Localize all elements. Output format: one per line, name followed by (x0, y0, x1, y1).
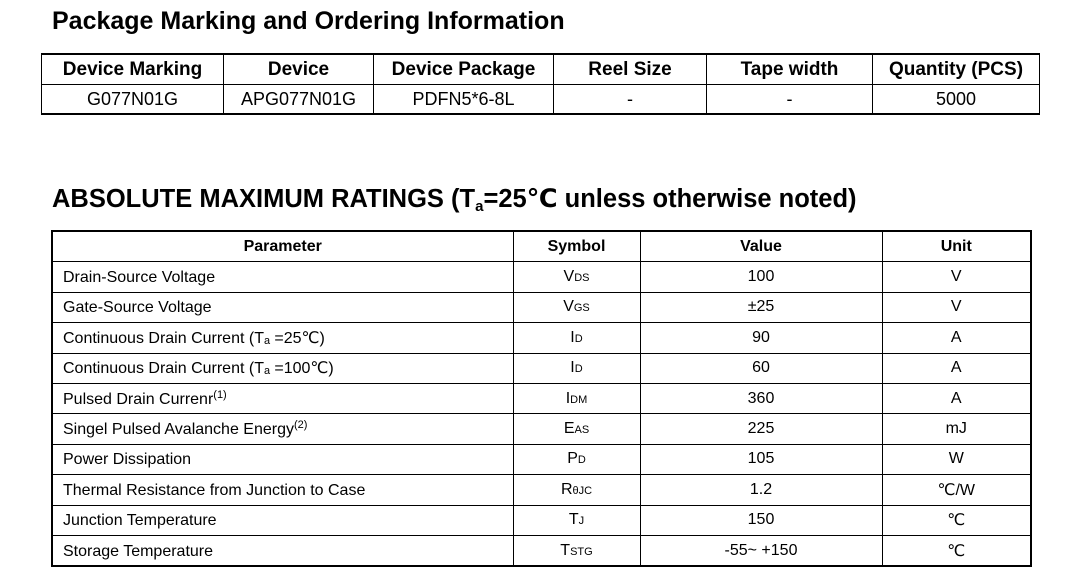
symbol-main: R (560, 480, 573, 498)
table-row (52, 383, 1031, 413)
value-cell: 150 (640, 505, 882, 535)
parameter-label: Storage Temperature (63, 542, 214, 560)
cell-device-package: PDFN5*6-8L (374, 85, 554, 115)
symbol-cell (513, 353, 640, 383)
symbol-subscript: J (578, 515, 585, 528)
ratings-title-sub: a (475, 198, 484, 215)
value-cell: 1.2 (640, 475, 882, 505)
unit-cell: A (882, 383, 1031, 413)
ordering-title: Package Marking and Ordering Information (52, 7, 565, 35)
parameter-cell (52, 475, 513, 505)
table-row (52, 444, 1031, 474)
parameter-cell (52, 505, 513, 535)
symbol-cell (513, 414, 640, 444)
symbol-main: I (565, 389, 571, 407)
header-reel-size: Reel Size (554, 54, 707, 85)
ordering-header-row (42, 54, 1040, 85)
unit-cell: ℃ (882, 505, 1031, 535)
parameter-label: Drain-Source Voltage (63, 269, 216, 287)
symbol-main: P (567, 450, 578, 468)
symbol-subscript: D (574, 363, 583, 376)
parameter-label: Continuous Drain Current (Tₐ =100℃) (63, 360, 334, 378)
ordering-data-row (42, 85, 1040, 115)
symbol-subscript: θJC (572, 484, 593, 497)
symbol-cell (513, 444, 640, 474)
symbol-subscript: DM (570, 393, 588, 406)
symbol-cell (513, 535, 640, 566)
value-cell: 105 (640, 444, 882, 474)
symbol-cell (513, 292, 640, 322)
symbol-subscript: D (577, 454, 586, 467)
footnote-ref: (1) (213, 388, 227, 401)
value-cell: ±25 (640, 292, 882, 322)
symbol-subscript: GS (573, 302, 590, 315)
value-cell: 60 (640, 353, 882, 383)
ratings-body (52, 262, 1031, 566)
ratings-title (52, 184, 857, 215)
parameter-label: Gate-Source Voltage (63, 299, 212, 317)
footnote-ref: (2) (293, 419, 308, 432)
symbol-main: T (560, 541, 571, 559)
cell-device-marking: G077N01G (42, 85, 224, 115)
parameter-label: Thermal Resistance from Junction to Case (63, 481, 366, 499)
ratings-title-suffix: =25℃ unless otherwise noted) (483, 185, 857, 213)
parameter-cell (52, 353, 513, 383)
header-quantity: Quantity (PCS) (873, 54, 1040, 85)
ordering-table (41, 53, 1040, 115)
parameter-cell (52, 444, 513, 474)
header-device-marking: Device Marking (42, 54, 224, 85)
symbol-cell (513, 383, 640, 413)
header-unit: Unit (882, 231, 1031, 262)
symbol-cell (513, 505, 640, 535)
symbol-cell (513, 475, 640, 505)
header-tape-width: Tape width (707, 54, 873, 85)
symbol-main: I (570, 328, 575, 346)
value-cell: 90 (640, 323, 882, 353)
parameter-cell (52, 535, 513, 566)
parameter-label: Junction Temperature (63, 512, 217, 530)
symbol-main: V (563, 268, 575, 286)
symbol-cell (513, 262, 640, 292)
parameter-label: Continuous Drain Current (Tₐ =25℃) (63, 329, 325, 347)
parameter-label: Pulsed Drain Currenr (63, 390, 214, 408)
symbol-subscript: DS (574, 272, 590, 285)
symbol-cell (513, 323, 640, 353)
value-cell: 360 (640, 383, 882, 413)
value-cell: 225 (640, 414, 882, 444)
unit-cell: V (882, 262, 1031, 292)
parameter-cell (52, 262, 513, 292)
parameter-cell (52, 323, 513, 353)
table-row (52, 353, 1031, 383)
unit-cell: ℃/W (882, 475, 1031, 505)
symbol-subscript: STG (570, 545, 593, 558)
unit-cell: A (882, 353, 1031, 383)
cell-reel-size: - (554, 85, 707, 115)
table-row (52, 323, 1031, 353)
table-row (52, 292, 1031, 322)
value-cell: -55~ +150 (640, 535, 882, 566)
symbol-subscript: D (574, 332, 583, 345)
header-parameter: Parameter (52, 231, 513, 262)
cell-device: APG077N01G (224, 85, 374, 115)
table-row (52, 414, 1031, 444)
ratings-title-prefix: ABSOLUTE MAXIMUM RATINGS (T (52, 185, 476, 213)
parameter-label: Singel Pulsed Avalanche Energy (63, 421, 294, 439)
header-value: Value (640, 231, 882, 262)
unit-cell: V (882, 292, 1031, 322)
cell-tape-width: - (707, 85, 873, 115)
header-device-package: Device Package (374, 54, 554, 85)
header-device: Device (224, 54, 374, 85)
symbol-main: E (563, 420, 575, 438)
symbol-main: T (568, 511, 579, 529)
symbol-subscript: AS (574, 424, 590, 437)
unit-cell: ℃ (882, 535, 1031, 566)
header-symbol: Symbol (513, 231, 640, 262)
parameter-cell (52, 383, 513, 413)
ratings-table (51, 230, 1032, 567)
symbol-main: V (563, 298, 574, 316)
parameter-cell (52, 414, 513, 444)
parameter-cell (52, 292, 513, 322)
unit-cell: mJ (882, 414, 1031, 444)
value-cell: 100 (640, 262, 882, 292)
cell-quantity: 5000 (873, 85, 1040, 115)
unit-cell: W (882, 444, 1031, 474)
table-row (52, 262, 1031, 292)
table-row (52, 505, 1031, 535)
parameter-label: Power Dissipation (63, 451, 192, 469)
table-row (52, 475, 1031, 505)
symbol-main: I (570, 359, 575, 377)
ratings-header-row (52, 231, 1031, 262)
unit-cell: A (882, 323, 1031, 353)
table-row (52, 535, 1031, 566)
